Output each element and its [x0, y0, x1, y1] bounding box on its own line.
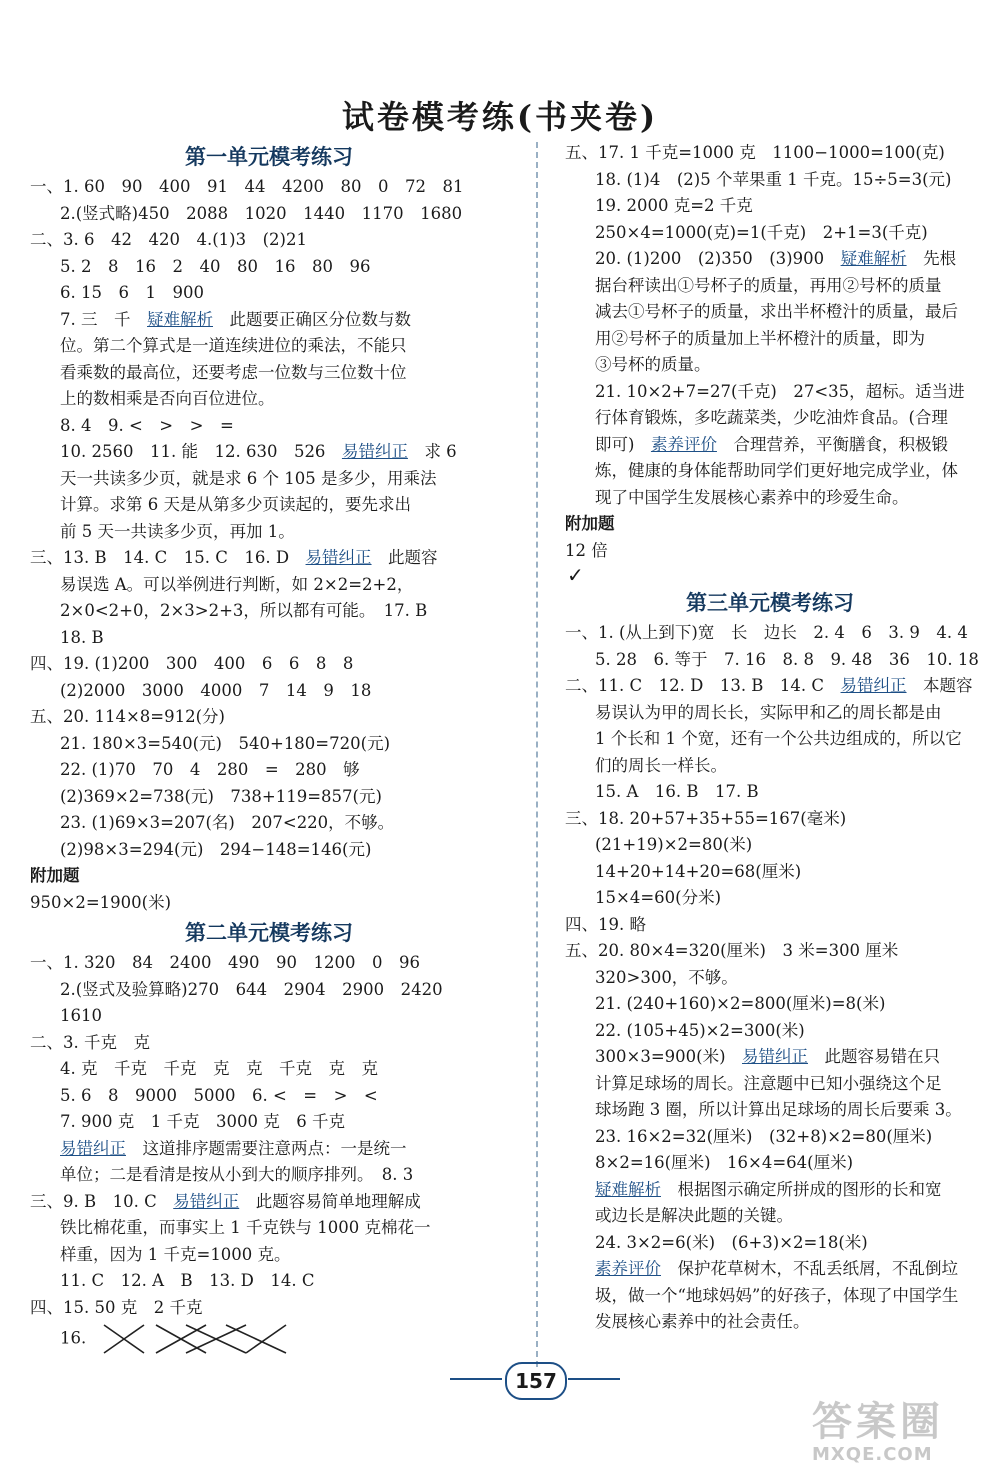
answer-line: [565, 246, 975, 273]
note-text: 本题容: [906, 676, 973, 695]
answer-line: [565, 1177, 975, 1204]
answer-text: 四、19. 略: [565, 914, 646, 934]
answer-line: [565, 220, 975, 247]
note-text: 根据图示确定所拼成的图形的长和宽: [661, 1179, 942, 1199]
page-number: 157: [505, 1362, 567, 1400]
answer-line: [30, 757, 508, 784]
answer-text: (2)2000 3000 4000 7 14 9 18: [60, 680, 372, 700]
answer-line: [565, 700, 975, 727]
answer-text: 计算足球场的周长。注意题中已知小强绕这个足: [595, 1073, 942, 1093]
answer-line: [565, 379, 975, 406]
answer-line: [30, 545, 508, 572]
answer-line: [30, 678, 508, 705]
answer-line: [565, 273, 975, 300]
answer-text: 11. C 12. A B 13. D 14. C: [60, 1271, 315, 1290]
answer-line: [565, 1150, 975, 1177]
answer-text: 18. B: [60, 627, 104, 647]
answer-line: [565, 965, 975, 992]
answer-line: [565, 1309, 975, 1336]
section-title: 第二单元模考练习: [185, 920, 353, 945]
answer-line: [565, 167, 975, 194]
answer-text: 计算。求第 6 天是从第多少页读起的，要先求出: [60, 495, 411, 514]
note-tag: 疑难解析: [147, 309, 213, 329]
answer-text: 14+20+14+20=68(厘米): [595, 861, 802, 881]
note-tag: 易错纠正: [341, 442, 408, 461]
answer-text: 8. 4 9. < > > =: [60, 415, 234, 435]
answer-text: 7. 900 克 1 千克 3000 克 6 千克: [60, 1112, 345, 1131]
answer-text: 2.(竖式略)450 2088 1020 1440 1170 1680: [60, 203, 463, 223]
answer-line: [30, 572, 508, 599]
answer-text: 圾，做一个“地球妈妈”的好孩子，体现了中国学生: [595, 1285, 959, 1305]
answer-text: 22. (1)70 70 4 280 = 280 够: [60, 760, 360, 779]
watermark-url: MXQE.COM: [812, 1444, 933, 1465]
answer-text: 据台秤读出①号杯子的质量，再用②号杯的质量: [595, 275, 942, 295]
answer-line: [30, 837, 508, 864]
answer-text: 21. (240+160)×2=800(厘米)=8(米): [595, 994, 886, 1013]
answer-text: 现了中国学生发展核心素养中的珍爱生命。: [595, 487, 909, 507]
answer-line: [565, 352, 975, 379]
answer-text: 看乘数的最高位，还要考虑一位数与三位数十位: [60, 362, 407, 382]
answer-line: [565, 673, 975, 700]
footer-line-right: [568, 1378, 620, 1380]
answer-line: [565, 538, 975, 565]
answer-text: ③号杯的质量。: [595, 355, 711, 374]
answer-line: [565, 1256, 975, 1283]
answer-text: 19. 2000 克=2 千克: [595, 196, 753, 215]
answer-text: 二、3. 千克 克: [30, 1032, 150, 1052]
answer-text: 16.: [60, 1328, 87, 1348]
answer-line: [565, 511, 975, 538]
note-text: 此题要正确区分位数与数: [213, 309, 411, 329]
answer-line: [565, 1230, 975, 1257]
note-text: 合理营养，平衡膳食，积极锻: [716, 434, 948, 454]
answer-text: 行体育锻炼，多吃蔬菜类，少吃油炸食品。(合理: [595, 408, 948, 427]
answer-text: 一、1. 320 84 2400 490 90 1200 0 96: [30, 953, 420, 972]
matching-line: [246, 1325, 286, 1353]
answer-text: 2×0<2+0，2×3>2+3，所以都有可能。 17. B: [60, 601, 428, 620]
note-tag: 疑难解析: [840, 249, 907, 268]
answer-text: 4. 克 千克 千克 克 克 千克 克 克: [60, 1059, 378, 1078]
answer-text: (2)369×2=738(元) 738+119=857(元): [60, 786, 382, 806]
answer-line: [30, 1030, 508, 1057]
answer-text: 24. 3×2=6(米) (6+3)×2=18(米): [595, 1232, 868, 1252]
note-text: 保护花草树木，不乱丢纸屑，不乱倒垃: [661, 1259, 958, 1278]
answer-line: [30, 492, 508, 519]
answer-line: [565, 647, 979, 674]
answer-line: [565, 1044, 975, 1071]
answer-line: [565, 779, 975, 806]
answer-text: 样重，因为 1 千克=1000 克。: [60, 1244, 291, 1264]
answer-line: [30, 519, 508, 546]
answer-line: [30, 280, 508, 307]
note-tag: 易错纠正: [173, 1191, 240, 1211]
answer-text: 三、9. B 10. C: [30, 1191, 174, 1211]
answer-line: [30, 386, 508, 413]
answer-text: 三、18. 20+57+35+55=167(毫米): [565, 808, 847, 828]
note-text: 此题容易错在只: [808, 1047, 941, 1066]
answer-text: 21. 10×2+7=27(千克) 27<35，超标。适当进: [595, 381, 965, 401]
answer-line: [30, 625, 508, 652]
answer-text: 1610: [60, 1006, 102, 1025]
answer-text: (21+19)×2=80(米): [595, 835, 753, 854]
answer-text: 二、3. 6 42 420 4.(1)3 (2)21: [30, 230, 307, 249]
answer-text: 前 5 天一共读多少页，再加 1。: [60, 521, 295, 541]
answer-line: [30, 1215, 508, 1242]
answer-line: [30, 1242, 508, 1269]
answer-line: [30, 439, 508, 466]
answer-text: 7. 三 千: [60, 309, 147, 329]
note-tag: 易错纠正: [840, 676, 907, 695]
answer-text: 五、20. 80×4=320(厘米) 3 米=300 厘米: [565, 941, 899, 960]
answer-line: [30, 466, 508, 493]
answer-text: 五、20. 114×8=912(分): [30, 707, 225, 726]
answer-line: [30, 977, 508, 1004]
answer-line: [565, 405, 975, 432]
answer-text: 即可): [595, 434, 651, 454]
note-text: 此题容: [371, 548, 438, 567]
answer-text: 6. 15 6 1 900: [60, 283, 204, 302]
answer-text: 二、11. C 12. D 13. B 14. C: [565, 676, 841, 695]
answer-text: 一、1. 60 90 400 91 44 4200 80 0 72 81: [30, 177, 464, 196]
note-text: 此题容易简单地理解成: [239, 1191, 421, 1211]
note-tag: 易错纠正: [742, 1047, 809, 1066]
answer-line: [30, 1003, 508, 1030]
answer-line: [565, 1203, 975, 1230]
answer-line: [30, 651, 508, 678]
note-text: 先根: [906, 249, 957, 268]
answer-line: [30, 1295, 508, 1322]
answer-line: [565, 458, 975, 485]
answer-text: 或边长是解决此题的关键。: [595, 1206, 793, 1225]
check-mark-icon: ✓: [567, 563, 584, 587]
answer-line: [565, 299, 975, 326]
answer-text: 23. (1)69×3=207(名) 207<220，不够。: [60, 813, 395, 832]
answer-text: 5. 28 6. 等于 7. 16 8. 8 9. 48 36 10. 18: [595, 649, 979, 669]
answer-text: 球场跑 3 圈，所以计算出足球场的周长后要乘 3。: [595, 1100, 962, 1119]
answer-text: 18. (1)4 (2)5 个苹果重 1 千克。15÷5=3(元): [595, 169, 952, 189]
answer-line: [565, 859, 975, 886]
answer-text: 一、1. (从上到下)宽 长 边长 2. 4 6 3. 9 4. 4: [565, 623, 968, 642]
answer-text: 减去①号杯子的质量，求出半杯橙汁的质量，最后: [595, 302, 958, 321]
answer-line: [565, 1018, 975, 1045]
answer-line: [30, 1268, 508, 1295]
section-title: 第三单元模考练习: [686, 590, 854, 615]
answer-line: [30, 598, 508, 625]
answer-text: 22. (105+45)×2=300(米): [595, 1020, 805, 1040]
answer-line: [30, 704, 508, 731]
matching-line: [226, 1325, 286, 1353]
answer-line: [30, 1136, 508, 1163]
note-tag: 疑难解析: [595, 1179, 661, 1199]
answer-line: [30, 1189, 508, 1216]
watermark: [812, 1400, 982, 1470]
answer-line: [565, 938, 975, 965]
column-divider: [536, 142, 538, 1367]
answer-text: 四、19. (1)200 300 400 6 6 8 8: [30, 654, 354, 673]
note-tag: 素养评价: [650, 434, 717, 454]
answer-text: 250×4=1000(克)=1(千克) 2+1=3(千克): [595, 222, 928, 242]
answer-text: 炼，健康的身体能帮助同学们更好地完成学业，体: [595, 461, 958, 480]
answer-text: 三、13. B 14. C 15. C 16. D: [30, 548, 306, 567]
answer-line: [30, 810, 508, 837]
note-tag: 素养评价: [595, 1259, 661, 1278]
answer-line: [30, 360, 508, 387]
answer-text: 五、17. 1 千克=1000 克 1100−1000=100(克): [565, 143, 945, 162]
answer-line: [565, 1124, 975, 1151]
right-column: [565, 140, 979, 1336]
answer-line: [30, 254, 508, 281]
answer-text: 21. 180×3=540(元) 540+180=720(元): [60, 733, 390, 753]
answer-text: 8×2=16(厘米) 16×4=64(厘米): [595, 1153, 854, 1172]
answer-text: 950×2=1900(米): [30, 892, 172, 912]
answer-text: 23. 16×2=32(厘米) (32+8)×2=80(厘米): [595, 1126, 933, 1146]
answer-text: 发展核心素养中的社会责任。: [595, 1312, 810, 1331]
answer-line: [565, 753, 975, 780]
answer-line: [30, 201, 508, 228]
answer-line: [30, 413, 508, 440]
answer-line: [565, 620, 975, 647]
watermark-logo: 答案圈: [812, 1399, 944, 1445]
answer-text: 易误选 A。可以举例进行判断，如 2×2=2+2，: [60, 574, 414, 594]
answer-text: 铁比棉花重，而事实上 1 千克铁与 1000 克棉花一: [60, 1218, 431, 1237]
note-tag: 易错纠正: [60, 1138, 126, 1158]
answer-line: [565, 832, 975, 859]
answer-line: [30, 950, 508, 977]
answer-line: [565, 193, 975, 220]
answer-line: [565, 806, 975, 833]
answer-line: [30, 227, 508, 254]
answer-line: [30, 1083, 508, 1110]
answer-text: 附加题: [30, 866, 80, 885]
answer-line: [565, 432, 975, 459]
section-title: 第一单元模考练习: [185, 144, 353, 169]
answer-line: [30, 731, 508, 758]
answer-text: 单位；二是看清是按从小到大的顺序排列。 8. 3: [60, 1165, 414, 1184]
note-text: 这道排序题需要注意两点：一是统一: [126, 1138, 407, 1158]
answer-line: [565, 1097, 975, 1124]
answer-line: [565, 991, 975, 1018]
answer-line: [565, 1071, 975, 1098]
answer-text: 12 倍: [565, 540, 608, 560]
answer-text: 天一共读多少页，就是求 6 个 105 是多少，用乘法: [60, 468, 437, 488]
answer-line: [30, 890, 508, 917]
left-column: [30, 140, 508, 1357]
answer-line: [30, 1321, 508, 1357]
answer-text: 2.(竖式及验算略)270 644 2904 2900 2420: [60, 979, 443, 999]
answer-line: [30, 1056, 508, 1083]
answer-text: 们的周长一样长。: [595, 755, 727, 775]
note-tag: 易错纠正: [305, 548, 372, 567]
note-text: 求 6: [407, 442, 457, 461]
answer-text: 320>300，不够。: [595, 967, 738, 987]
answer-text: 10. 2560 11. 能 12. 630 526: [60, 442, 342, 461]
answer-line: [30, 1162, 508, 1189]
page-title: 试卷模考练(书夹卷): [341, 98, 659, 136]
answer-text: 5. 6 8 9000 5000 6. < = > <: [60, 1085, 378, 1105]
answer-text: 附加题: [565, 514, 615, 533]
answer-text: (2)98×3=294(元) 294−148=146(元): [60, 839, 372, 859]
answer-line: [565, 912, 975, 939]
answer-line: [30, 174, 508, 201]
answer-line: [565, 140, 975, 167]
answer-line: [565, 885, 975, 912]
answer-text: 15×4=60(分米): [595, 888, 722, 907]
answer-text: 15. A 16. B 17. B: [595, 782, 759, 801]
answer-line: [565, 726, 975, 753]
answer-line: [30, 784, 508, 811]
answer-text: 位。第二个算式是一道连续进位的乘法，不能只: [60, 336, 407, 355]
footer-line-left: [450, 1378, 502, 1380]
answer-text: 5. 2 8 16 2 40 80 16 80 96: [60, 256, 371, 276]
answer-text: 上的数相乘是否向百位进位。: [60, 389, 275, 408]
answer-text: 用②号杯子的质量加上半杯橙汁的质量，即为: [595, 328, 925, 348]
answer-line: [30, 333, 508, 360]
answer-text: 易误认为甲的周长长，实际甲和乙的周长都是由: [595, 702, 942, 722]
answer-line: [565, 485, 975, 512]
answer-text: 四、15. 50 克 2 千克: [30, 1297, 203, 1317]
answer-line: [565, 1283, 975, 1310]
answer-line: [565, 326, 975, 353]
answer-text: 20. (1)200 (2)350 (3)900: [595, 249, 841, 268]
page-footer: [450, 1360, 670, 1400]
matching-lines-diagram: [96, 1321, 296, 1357]
answer-line: [30, 1109, 508, 1136]
answer-text: 300×3=900(米): [595, 1047, 743, 1066]
answer-line: [30, 307, 508, 334]
answer-line: [30, 863, 508, 890]
answer-text: 1 个长和 1 个宽，还有一个公共边组成的，所以它: [595, 729, 962, 748]
